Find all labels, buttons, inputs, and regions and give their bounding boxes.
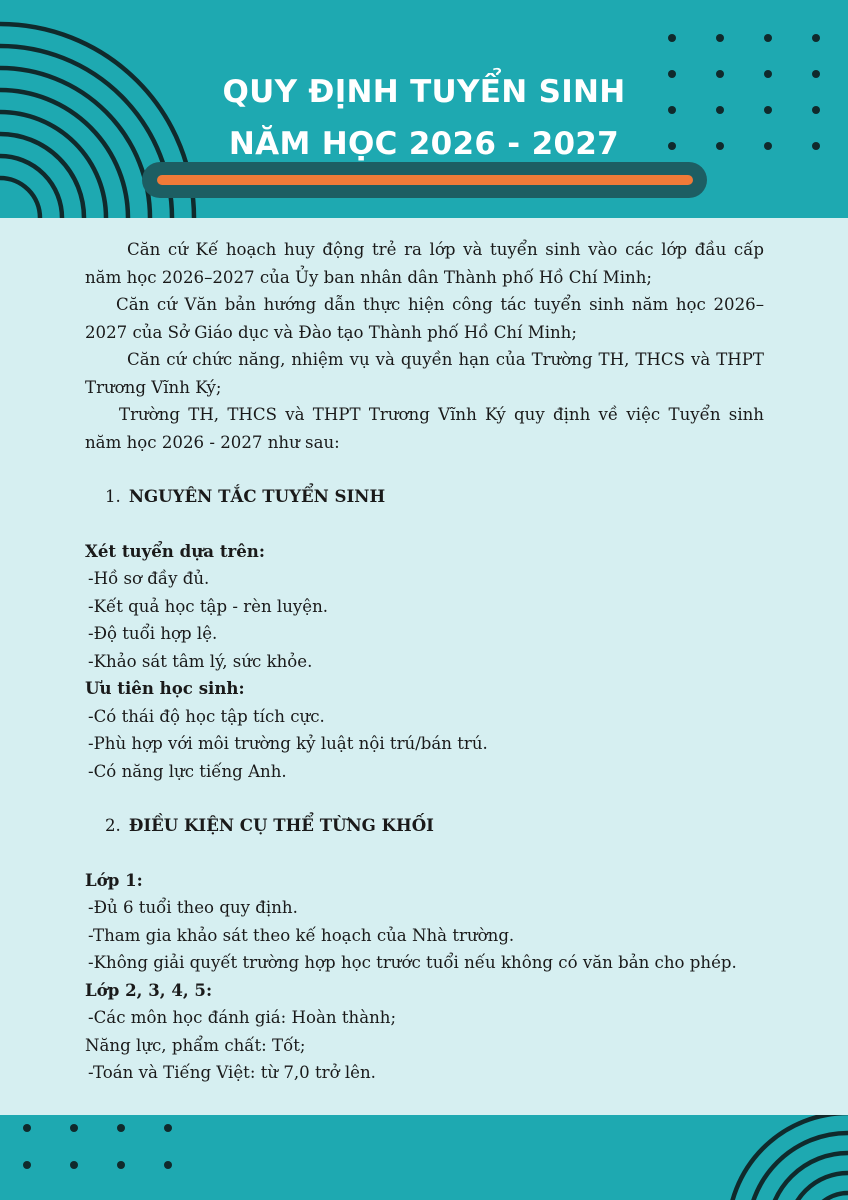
list-item: -Tham gia khảo sát theo kế hoạch của Nhà trường. <box>88 925 515 945</box>
intro-paragraph: Trường TH, THCS và THPT Trương Vĩnh Ký quy định về việc Tuyển sinh năm học 2026 - 2027 như sau: <box>85 405 764 452</box>
list-item: -Khảo sát tâm lý, sức khỏe. <box>88 651 313 671</box>
list-item: -Toán và Tiếng Việt: từ 7,0 trở lên. <box>88 1063 376 1082</box>
title-line-1: QUY ĐỊNH TUYỂN SINH <box>222 74 626 110</box>
list-item: Năng lực, phẩm chất: Tốt; <box>85 1035 306 1055</box>
intro-paragraph: Căn cứ Văn bản hướng dẫn thực hiện công tác tuyển sinh năm học 2026–2027 của Sở Giáo dục và Đào tạo Thành phố Hồ Chí Minh; <box>85 295 764 342</box>
footer-band <box>0 1115 848 1200</box>
intro-paragraph: Căn cứ Kế hoạch huy động trẻ ra lớp và tuyển sinh vào các lớp đầu cấp năm học 2026–2027 của Ủy ban nhân dân Thành phố Hồ Chí Minh; <box>85 240 764 287</box>
priority-title: Ưu tiên học sinh: <box>85 678 245 698</box>
section-heading-1 <box>85 483 764 511</box>
section-heading-2 <box>85 812 764 840</box>
list-item: -Các môn học đánh giá: Hoàn thành; <box>88 1008 397 1027</box>
grade2-5-title: Lớp 2, 3, 4, 5: <box>85 979 213 1000</box>
document-body <box>85 236 764 1087</box>
intro-paragraph: Căn cứ chức năng, nhiệm vụ và quyền hạn của Trường TH, THCS và THPT Trương Vĩnh Ký; <box>85 350 764 397</box>
title-line-2: NĂM HỌC 2026 - 2027 <box>228 126 620 162</box>
list-item: -Có năng lực tiếng Anh. <box>88 761 287 781</box>
dot-grid-icon <box>23 1124 172 1169</box>
grade1-title: Lớp 1: <box>85 869 143 890</box>
criteria-title: Xét tuyển dựa trên: <box>85 540 265 561</box>
section-number: 1. <box>105 487 121 506</box>
section-title: NGUYÊN TẮC TUYỂN SINH <box>128 486 386 506</box>
section-title: ĐIỀU KIỆN CỤ THỂ TỪNG KHỐI <box>128 815 434 835</box>
list-item: -Đủ 6 tuổi theo quy định. <box>88 898 298 917</box>
title-underline-accent <box>157 175 693 185</box>
dot-grid-icon <box>668 34 820 150</box>
concentric-arcs-icon <box>700 1115 848 1200</box>
list-item: -Phù hợp với môi trường kỷ luật nội trú/bán trú. <box>88 734 488 753</box>
list-item: -Hồ sơ đầy đủ. <box>88 569 210 588</box>
list-item: -Không giải quyết trường hợp học trước tuổi nếu không có văn bản cho phép. <box>88 953 737 972</box>
list-item: -Độ tuổi hợp lệ. <box>88 624 218 643</box>
section-number: 2. <box>105 816 121 835</box>
list-item: -Có thái độ học tập tích cực. <box>88 706 325 726</box>
list-item: -Kết quả học tập - rèn luyện. <box>88 596 329 616</box>
